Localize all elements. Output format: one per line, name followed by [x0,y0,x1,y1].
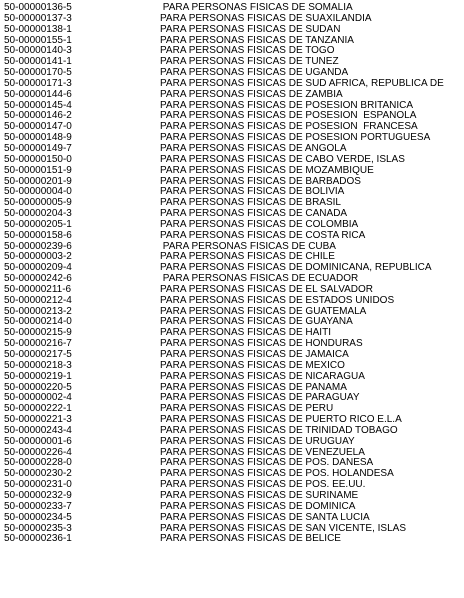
item-code: 50-00000140-3 [4,45,72,57]
item-code: 50-00000211-6 [4,283,72,295]
list-item [0,534,464,545]
item-description: PARA PERSONAS FISICAS DE COSTA RICA [160,230,366,241]
item-description: PARA PERSONAS FISICAS DE SAN VICENTE, ISLAS [160,523,406,534]
item-code: 50-00000233-7 [4,500,72,512]
item-description: PARA PERSONAS FISICAS DE POSESION PORTUGUESA [160,133,431,144]
item-code: 50-00000171-3 [4,77,72,89]
item-description: PARA PERSONAS FISICAS DE DOMINICANA, REPUBLICA [160,263,432,274]
item-description: PARA PERSONAS FISICAS DE POSESION BRITANICA [160,100,414,111]
item-code: 50-00000136-5 [4,2,72,13]
item-code: 50-00000001-6 [4,435,72,447]
item-code: 50-00000209-4 [4,262,72,274]
item-description: PARA PERSONAS FISICAS DE PANAMA [160,382,347,393]
item-code: 50-00000170-5 [4,67,72,79]
item-description: PARA PERSONAS FISICAS DE ZAMBIA [160,89,343,100]
item-code: 50-00000226-4 [4,446,72,458]
item-description: PARA PERSONAS FISICAS DE CABO VERDE, ISLAS [160,154,405,165]
item-description: PARA PERSONAS FISICAS DE NICARAGUA [160,371,365,382]
item-code: 50-00000242-6 [4,273,72,285]
item-description: PARA PERSONAS FISICAS DE JAMAICA [160,350,349,360]
item-description: PARA PERSONAS FISICAS DE COLOMBIA [160,219,359,230]
list-item [0,437,464,448]
item-description: PARA PERSONAS FISICAS DE SUAXILANDIA [160,13,372,24]
item-description: PARA PERSONAS FISICAS DE UGANDA [160,68,349,79]
item-description: PARA PERSONAS FISICAS DE CHILE [160,252,335,263]
item-description: PARA PERSONAS FISICAS DE MEXICO [160,360,345,371]
item-description: PARA PERSONAS FISICAS DE SUD AFRICA, REPUBLICA DE [160,78,444,89]
item-code: 50-00000239-6 [4,240,72,252]
item-description: PARA PERSONAS FISICAS DE SUDAN [160,24,341,35]
item-code: 50-00000219-1 [4,370,72,382]
item-description: PARA PERSONAS FISICAS DE BARBADOS [160,176,361,187]
item-description: PARA PERSONAS FISICAS DE CUBA [160,241,336,252]
item-code: 50-00000235-3 [4,522,72,534]
item-code: 50-00000141-1 [4,56,72,68]
item-code: 50-00000144-6 [4,88,72,100]
item-code: 50-00000215-9 [4,327,72,339]
item-code: 50-00000214-0 [4,316,72,328]
list-item [0,231,464,242]
item-description: PARA PERSONAS FISICAS DE POS. EE.UU. [160,480,366,491]
item-code: 50-00000220-5 [4,381,72,393]
item-code: 50-00000151-9 [4,164,72,176]
item-description: PARA PERSONAS FISICAS DE TOGO [160,46,335,57]
item-code: 50-00000005-9 [4,197,72,209]
item-code: 50-00000145-4 [4,99,72,111]
item-description: PARA PERSONAS FISICAS DE PUERTO RICO E.L.A [160,415,402,426]
list-item [0,513,464,524]
item-code: 50-00000201-9 [4,175,72,187]
item-code: 50-00000205-1 [4,218,72,230]
item-code: 50-00000204-3 [4,208,72,220]
item-description: PARA PERSONAS FISICAS DE ANGOLA [160,143,347,154]
document-list [0,3,464,545]
item-description: PARA PERSONAS FISICAS DE BOLIVIA [160,187,345,198]
item-code: 50-00000004-0 [4,186,72,198]
item-code: 50-00000148-9 [4,132,72,144]
item-description: PARA PERSONAS FISICAS DE HAITI [160,328,331,339]
list-item [0,90,464,101]
item-code: 50-00000003-2 [4,251,72,263]
item-description: PARA PERSONAS FISICAS DE HONDURAS [160,339,363,350]
list-item [0,372,464,383]
item-description: PARA PERSONAS FISICAS DE TUNEZ [160,57,339,68]
item-code: 50-00000213-2 [4,305,72,317]
item-code: 50-00000137-3 [4,12,72,24]
item-code: 50-00000002-4 [4,392,72,404]
item-code: 50-00000147-0 [4,121,72,133]
list-item [0,296,464,307]
item-description: PARA PERSONAS FISICAS DE POSESION ESPAÑOLA [160,111,417,122]
item-description: PARA PERSONAS FISICAS DE TANZANIA [160,35,354,46]
item-code: 50-00000149-7 [4,142,72,154]
item-description: PARA PERSONAS FISICAS DE PARAGUAY [160,393,360,404]
item-description: PARA PERSONAS FISICAS DE CANADA [160,209,348,220]
item-description: PARA PERSONAS FISICAS DE SOMALIA [160,3,353,13]
list-item [0,166,464,177]
item-code: 50-00000158-6 [4,229,72,241]
item-code: 50-00000218-3 [4,359,72,371]
item-description: PARA PERSONAS FISICAS DE MOZAMBIQUE [160,165,374,176]
item-description: PARA PERSONAS FISICAS DE ESTADOS UNIDOS [160,295,395,306]
item-code: 50-00000138-1 [4,23,72,35]
item-description: PARA PERSONAS FISICAS DE POSESION FRANCESA [160,122,418,133]
item-code: 50-00000155-1 [4,34,72,46]
item-code: 50-00000146-2 [4,110,72,122]
item-description: PARA PERSONAS FISICAS DE URUGUAY [160,436,355,447]
item-code: 50-00000243-4 [4,424,72,436]
item-code: 50-00000230-2 [4,468,72,480]
item-code: 50-00000234-5 [4,511,72,523]
item-description: PARA PERSONAS FISICAS DE DOMINICA [160,501,356,512]
item-code: 50-00000221-3 [4,414,72,426]
item-description: PARA PERSONAS FISICAS DE BELICE [160,534,341,545]
item-code: 50-00000222-1 [4,403,72,415]
list-item [0,25,464,36]
item-description: PARA PERSONAS FISICAS DE PERU [160,404,334,415]
item-description: PARA PERSONAS FISICAS DE EL SALVADOR [160,284,374,295]
item-description: PARA PERSONAS FISICAS DE ECUADOR [160,274,359,285]
item-description: PARA PERSONAS FISICAS DE GUATEMALA [160,306,367,317]
item-code: 50-00000236-1 [4,533,72,545]
item-description: PARA PERSONAS FISICAS DE POS. DANESA [160,458,374,469]
item-code: 50-00000228-0 [4,457,72,469]
item-code: 50-00000216-7 [4,338,72,350]
item-code: 50-00000232-9 [4,489,72,501]
item-code: 50-00000150-0 [4,153,72,165]
item-description: PARA PERSONAS FISICAS DE TRINIDAD TOBAGO [160,425,398,436]
item-description: PARA PERSONAS FISICAS DE BRASIL [160,198,341,209]
item-code: 50-00000212-4 [4,294,72,306]
item-description: PARA PERSONAS FISICAS DE GUAYANA [160,317,353,328]
item-code: 50-00000217-5 [4,349,72,360]
item-description: PARA PERSONAS FISICAS DE VENEZUELA [160,447,365,458]
item-description: PARA PERSONAS FISICAS DE SANTA LUCIA [160,512,370,523]
item-code: 50-00000231-0 [4,479,72,491]
item-description: PARA PERSONAS FISICAS DE SURINAME [160,490,359,501]
item-description: PARA PERSONAS FISICAS DE POS. HOLANDESA [160,469,394,480]
